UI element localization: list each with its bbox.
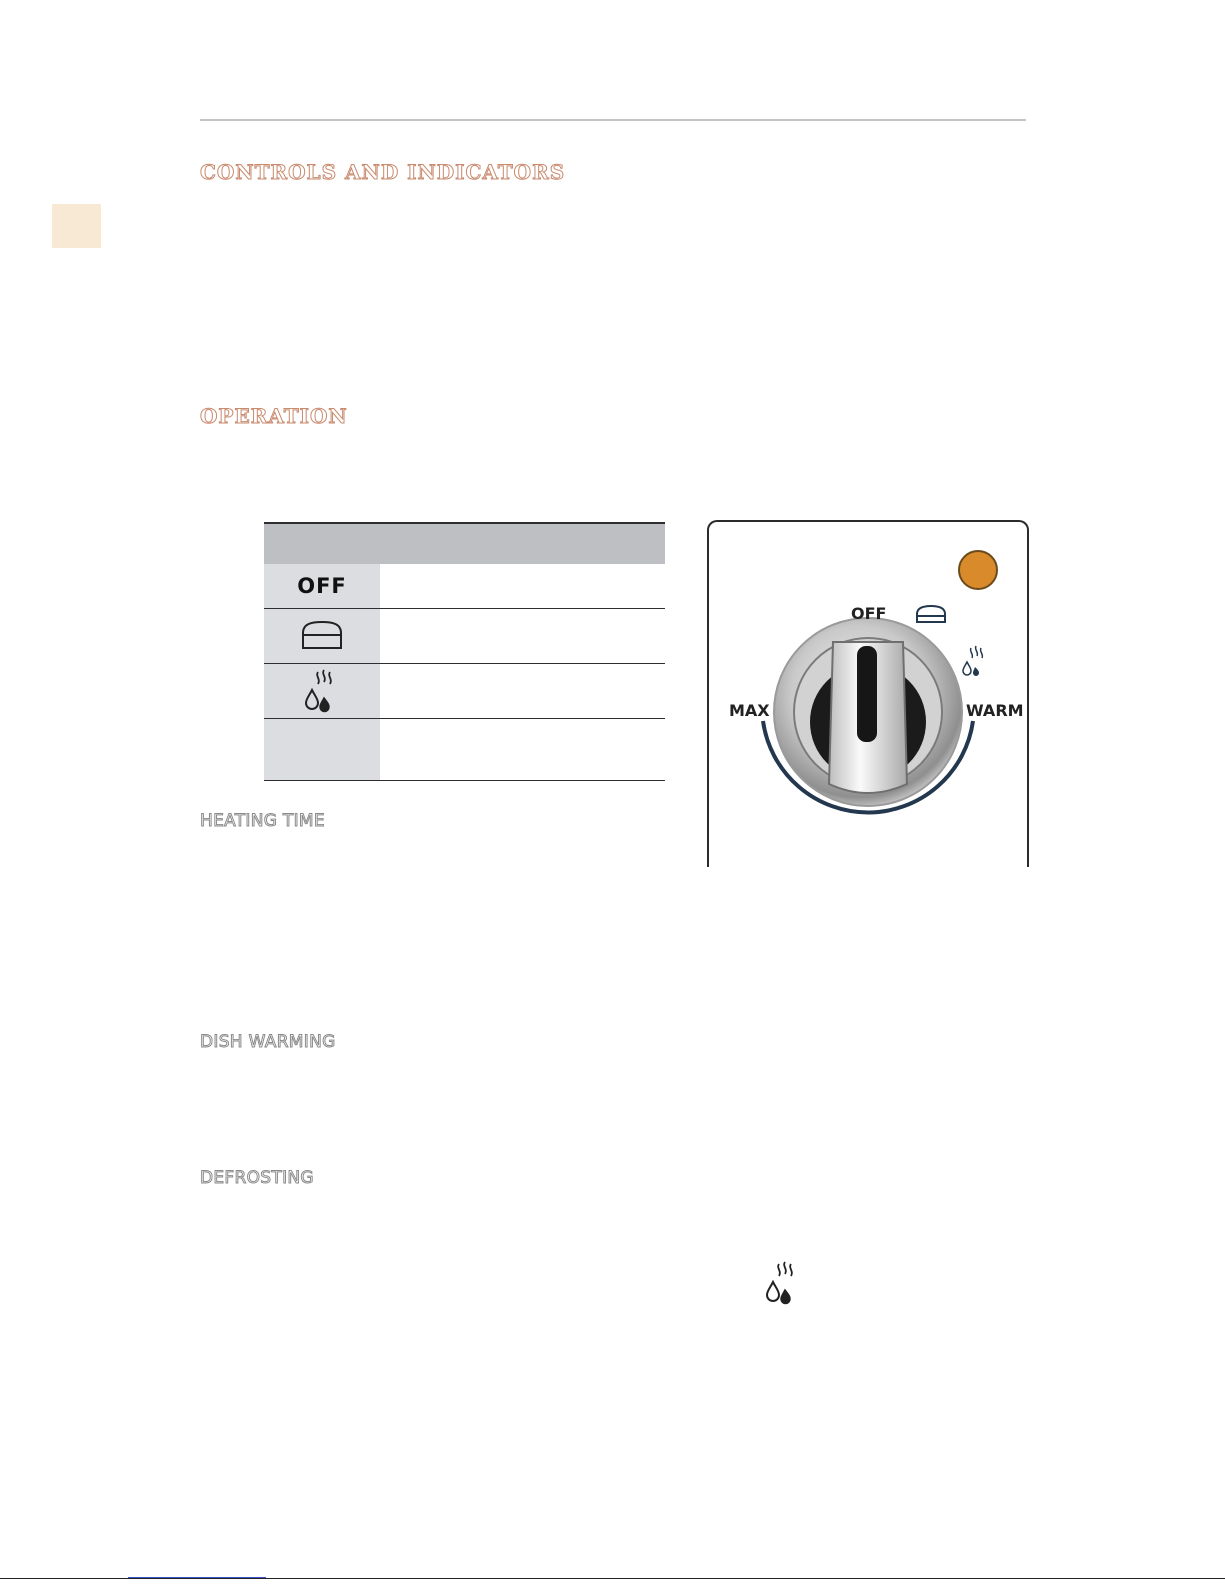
dish-warming-heading: DISH WARMING (200, 1032, 336, 1052)
footer-rule (0, 1578, 1225, 1579)
table-desc-cell (380, 664, 665, 718)
control-panel-illustration (707, 520, 1029, 867)
dial-warm-label: WARM (966, 701, 1024, 720)
defrosting-heading: DEFROSTING (200, 1168, 314, 1188)
table-icon-cell (264, 719, 380, 780)
table-row-defrost (264, 664, 665, 719)
table-row-empty (264, 719, 665, 781)
table-icon-cell (264, 609, 380, 663)
function-table (264, 522, 665, 781)
section-tab-marker (52, 204, 101, 248)
table-row-off (264, 564, 665, 609)
heating-time-heading: HEATING TIME (200, 811, 325, 831)
table-desc-cell (380, 564, 665, 608)
control-dial (709, 522, 1027, 867)
table-desc-cell (380, 609, 665, 663)
off-label: OFF (297, 574, 347, 598)
bread-icon (297, 619, 347, 653)
table-header (264, 522, 665, 564)
defrost-drops-icon (302, 666, 342, 716)
table-icon-cell (264, 564, 380, 608)
header-rule (200, 119, 1026, 121)
defrost-drops-icon (763, 1260, 803, 1308)
table-row-bread (264, 609, 665, 664)
table-icon-cell (264, 664, 380, 718)
table-desc-cell (380, 719, 665, 780)
controls-heading: CONTROLS AND INDICATORS (200, 160, 566, 184)
operation-heading: OPERATION (200, 404, 348, 428)
dial-max-label: MAX (729, 701, 770, 720)
dial-off-label: OFF (851, 604, 887, 623)
footer-link-underline[interactable] (128, 1577, 266, 1578)
